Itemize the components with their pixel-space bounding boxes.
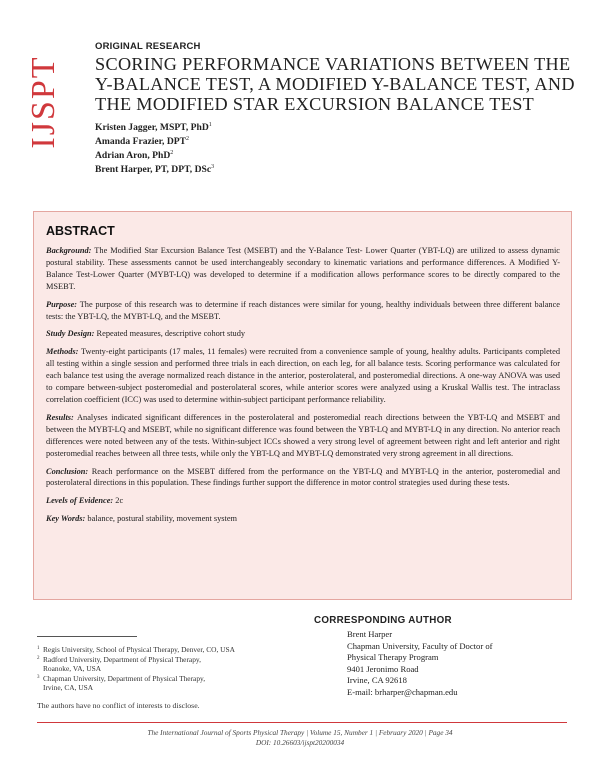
abstract-heading: ABSTRACT	[46, 224, 115, 238]
journal-logo	[27, 42, 61, 162]
footer-citation: The International Journal of Sports Physical Therapy | Volume 15, Number 1 | February 2020 | Page 34	[147, 728, 453, 737]
affiliation-continued: Irvine, CA, USA	[43, 683, 94, 693]
article-header	[95, 41, 575, 176]
author-list	[95, 120, 575, 176]
abstract-conclusion: Conclusion: Reach performance on the MSEBT differed from the performance on the YBT-LQ and MYBT-LQ in the anterior, posteromedial and posterolateral directions in this population. These findings further support the difference in motor control strategies used during these tests.	[46, 466, 560, 488]
abstract-purpose: Purpose: The purpose of this research was to determine if reach distances were similar for young, healthy individuals between three different balance tests: the YBT-LQ, the MYBT-LQ, and the MSEBT.	[46, 299, 560, 321]
author: Adrian Aron, PhD$^2$	[95, 149, 174, 162]
abstract-key-words: Key Words: balance, postural stability, movement system	[46, 514, 238, 524]
journal-logo-text: IJSPT	[25, 55, 62, 149]
page-footer	[0, 728, 600, 747]
corresponding-author-affiliation: Chapman University, Faculty of Doctor of	[347, 640, 493, 651]
abstract-background: Background: The Modified Star Excursion Balance Test (MSEBT) and the Y-Balance Test- Lower Quarter (YBT-LQ) are utilized to assess dynamic postural stability. These assessments cannot be used interchangeably secondary to kinematic variations and performance differences. A Modified Y-Balance Test-Lower Quarter (MYBT-LQ) was developed to determine if a modification allows performance scores to be directly compared to the MSEBT.	[46, 246, 561, 291]
corresponding-author-affiliation: Physical Therapy Program	[347, 652, 439, 663]
abstract-levels-of-evidence: Levels of Evidence: 2c	[46, 496, 124, 506]
corresponding-author	[314, 615, 574, 699]
author: Kristen Jagger, MSPT, PhD$^1$	[95, 122, 212, 134]
abstract-methods: Methods: Twenty-eight participants (17 males, 11 females) were recruited from a convenience sample of young, healthy adults. Participants completed all testing within a single session and performed three trials in each direction, on each leg, for all balance tests. Scoring performance was calculated for each balance test using the average normalized reach distance in the anterior, posterolateral, and posteromedial directions. A one-way ANOVA was used to compare between-subject posteromedial and posterolateral scores, while anterior scores were analyzed using a Kruskal Wallis test. The intraclass correlation coefficient (ICC) was used to determine within-subject participant performance reliability.	[46, 347, 561, 404]
corresponding-author-heading: CORRESPONDING AUTHOR	[314, 615, 452, 626]
corresponding-author-email[interactable]: E-mail: brharper@chapman.edu	[347, 686, 458, 697]
corresponding-author-address: 9401 Jeronimo Road	[347, 663, 419, 674]
footer-doi[interactable]: DOI: 10.26603/ijspt20200034	[255, 737, 345, 747]
author: Amanda Frazier, DPT$^2$	[95, 135, 190, 148]
author: Brent Harper, PT, DPT, DSc$^3$	[95, 163, 215, 176]
abstract-results: Results: Analyses indicated significant differences in the posterolateral and posteromedial reach directions between the YBT-LQ and MSEBT and between the MYBT-LQ and MSEBT, while no significant difference was found between the YBT-LQ and MYBT-LQ in any direction. No anterior reach differences were noted between any of the tests. Within-subject ICCs showed a very strong level of agreement between right and left anterior and right posteromedial reaches between all three tests, while only the YBT-LQ and MYBT-LQ demonstrated very strong agreement in all directions.	[46, 412, 560, 458]
corresponding-author-city: Irvine, CA 92618	[347, 675, 407, 686]
affiliation: 1 Regis University, School of Physical Therapy, Denver, CO, USA	[37, 645, 235, 654]
conflict-statement: The authors have no conflict of interests to disclose.	[37, 701, 200, 710]
footer-divider	[37, 722, 567, 723]
corresponding-author-name: Brent Harper	[347, 629, 393, 639]
affiliation: 2 Radford University, Department of Physical Therapy,	[37, 654, 201, 664]
affiliation-continued: Roanoke, VA, USA	[43, 664, 102, 674]
article-title: SCORING PERFORMANCE VARIATIONS BETWEEN THE Y-BALANCE TEST, A MODIFIED Y-BALANCE TEST, AND THE MODIFIED STAR EXCURSION BALANCE TEST	[95, 54, 575, 114]
affiliation-divider	[37, 636, 137, 637]
affiliations	[37, 645, 307, 693]
section-label: ORIGINAL RESEARCH	[95, 41, 201, 52]
affiliation: 3 Chapman University, Department of Physical Therapy,	[37, 673, 206, 683]
abstract-study-design: Study Design: Repeated measures, descriptive cohort study	[46, 329, 246, 339]
abstract-box	[33, 211, 572, 600]
